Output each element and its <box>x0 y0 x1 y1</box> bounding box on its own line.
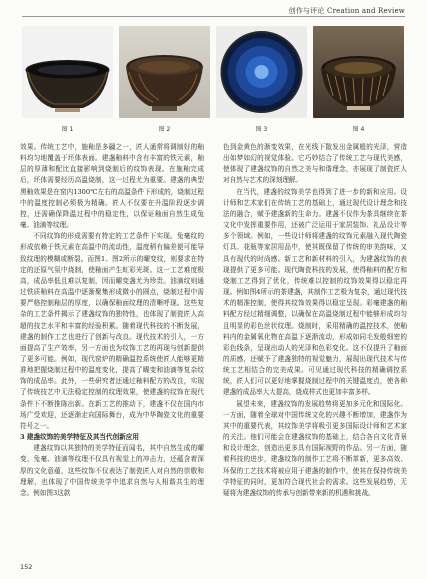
figure-3-caption: 图 3 <box>255 126 268 133</box>
figure-2-caption: 图 2 <box>158 126 171 133</box>
page-number: 152 <box>20 563 33 571</box>
header-rule <box>22 16 405 17</box>
body-text <box>20 142 407 552</box>
tea-bowl-1-drawing <box>22 26 113 118</box>
tea-bowl-4-drawing <box>313 26 404 118</box>
right-column <box>223 142 407 552</box>
figure-4 <box>313 26 404 138</box>
figure-4-caption: 图 4 <box>352 126 365 133</box>
paragraph: 不同纹饰的形成需要有特定的工艺条件下实现。兔毫纹的形成依赖于铁元素在高温中的流动性，温度稍有偏差便可能导致纹理的模糊或断裂。而图1、图2所示的曜变纹，则要求在特定的还原气氛中烧制，使釉面产生虹彩光斑。这一工艺难度极高，成品率低且难以复制，因而曜变盏尤为珍贵。油滴纹则通过铁质釉料在高温中逐渐聚集形成微小的圆点，烧制过程中需要严格控制釉层的厚度，以确保釉面纹理的清晰呼现。这些复杂的工艺条件揭示了建盏纹饰的独特性，也体现了制瓷匠人高超的技艺水平和丰富的经验积累。随着现代科技的不断发展，建盏的制作工艺也进行了创新与改良。现代技术的引入，一方面提高了生产效率，另一方面也为纹饰工艺的再现与创新提供了更多可能。例如，现代窑炉的精确温控系统使匠人能够更精准地把握烧制过程中的温度变化，提高了曜变和油滴等复杂纹饰的成品率。此外，一些研究者还通过釉料配方的改良，实现了传统技艺中无法稳定控制的纹理效果，使建盏的纹饰在现代条件下不断推陈出新。在新工艺的推动下，建盏不仅在国内市场广受欢迎，还逐渐走向国际舞台，成为中华陶瓷文化的重要符号之一。 <box>20 232 204 430</box>
paragraph: 效果。传统工艺中，施釉是多疆之一，匠人通常将调制好的釉料均匀地覆盖于坯体表面。建盏釉料中含有丰富的铁元素，釉层的厚薄和配比直接影响到烧制后的纹饰表现。在施釉完成后，坯体需要经历高温烧制，这一过程尤为重要。建盏的典型黑釉效果是在窑内1300℃左右的高温条件下形成的，烧制过程中的温度控制必须极为精确。匠人不仅要在升温阶段逐步调控，还需确保降温过程中的稳定性，以保证釉面自然生成兔毫、油滴等纹理。 <box>20 143 204 230</box>
paragraph: 展望未来，建盏纹饰的发展趋势将更加多元化和国际化。一方面，随着全球对中国传统文化的兴趣不断增加，建盏作为其中的重要代表，其纹饰美学将吸引更多国际设计师和艺术家的关注。他们可能会在建盏纹饰的基础上，结合各自文化背景和设计理念，创造出更多具有国际视野的作品。另一方面，随着科技的进步，建盏纹饰的制作工艺将不断革新，更多高效、环保的工艺技术将被应用于建盏的制作中，使其在保持传统美学特征的同时，更加符合现代社会的需求。这些发展趋势，无疑将为建盏纹饰的传承与创新带来新的机遇和挑战。 <box>223 399 407 497</box>
running-header: 创作与评论 Creation and Review <box>288 7 405 15</box>
section-heading: 3 建盏纹饰的美学特征及其当代创新应用 <box>20 433 139 442</box>
tea-bowl-photo-3 <box>216 26 307 118</box>
figure-1 <box>22 26 113 138</box>
figure-1-caption: 图 1 <box>61 126 74 133</box>
figure-row <box>22 26 405 138</box>
figure-3 <box>216 26 307 138</box>
figure-2 <box>119 26 210 138</box>
paragraph: 色到金黄色的渐变效果，在光线下散发出金属般的光泽，营造出如梦如幻的视觉体验。它巧妙结合了传统工艺与现代美感，使体现了建盏纹饰的自然之美与和谐理念，亦展现了制瓷匠人对自然与艺术的深刻理解。 <box>223 143 407 185</box>
tea-bowl-photo-4 <box>313 26 404 118</box>
tea-bowl-2-drawing <box>119 26 210 118</box>
tea-bowl-3-drawing <box>216 26 307 118</box>
tea-bowl-photo-1 <box>22 26 113 118</box>
paragraph: 建盏纹饰以其独特的美学特征而闻名，其中自然生成的曜变、兔毫、油滴等纹理不仅具有视觉上的冲击力，还蕴含着深厚的文化意蕴，这些纹饰不仅表达了制瓷匠人对自然的崇敬和理解，也体现了中国传统美学中追求自然与人相谐共生的理念。例如图3这款 <box>20 444 204 497</box>
paragraph: 在当代，建盏的纹饰美学也得到了进一步的新和应用。设计师和艺术家们在传统工艺的基础上，通过现代设计理念和技法的融合，赋予建盏新的生命力。建盏不仅作为茶具继续在茶文化中发挥重要作用，还被广泛运用于家居装饰、礼品设计等多个领域。例如，一些设计师将建盏的纹饰元素融入现代陶瓷灯具、花瓶等家居用品中，使其既保留了传统的审美韵味，又具有现代的时尚感。新工艺和新材料的引入，为建盏纹饰的表现提供了更多可能。现代陶瓷科技的发展，使得釉料的配方和烧制工艺得到了优化，传统难以控制的纹饰效果得以稳定再现。例如图4所示的茶建盏，其制作工艺极为复杂，通过现代技术的精准控制，使得其纹饰效果得以稳定呈现。彩毫建盏的釉料配方经过精细调整，以确保在高温烧制过程中能够形成均匀且明显的彩色丝状纹理。烧制时，采用精确的温控技术，使釉料内的金属氧化物在高温下逐渐流动，形成如同毛发般细密的彩色线条，呈现出动人的光泽和色彩变化。这不仅提升了釉面的质感，还赋予了建盏独特的视觉魅力，展现出现代技术与传统工艺相结合的完美成果。可见通过现代科技的精确调控系统，匠人们可以更好地掌握烧制过程中的关键温度点，使各种建盏的成品率大大提高，烧成样式也更加丰富多样。 <box>223 187 407 397</box>
tea-bowl-photo-2 <box>119 26 210 118</box>
left-column <box>20 142 204 552</box>
